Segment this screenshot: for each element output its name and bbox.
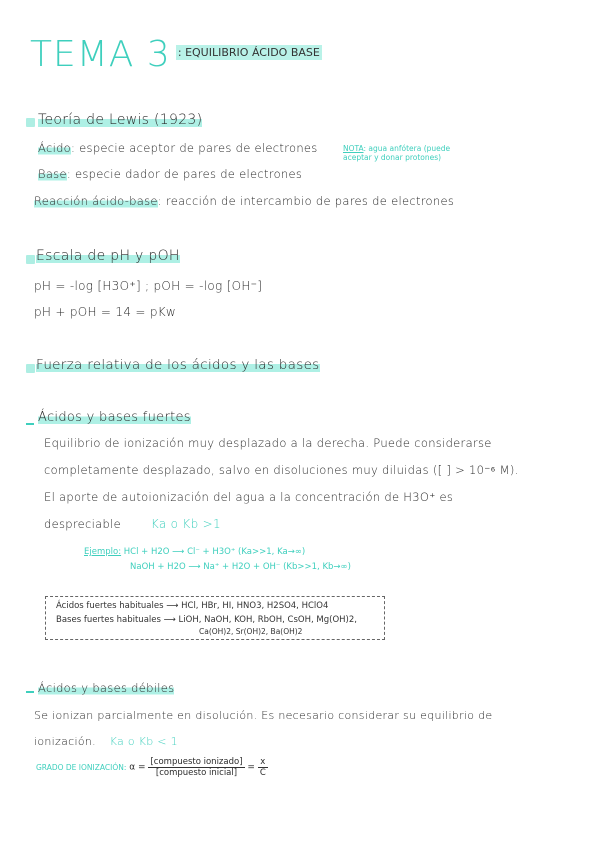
bullet-lewis — [26, 118, 35, 127]
example-label: Ejemplo: — [84, 547, 122, 557]
scale-formula1: pH = -log [H3O⁺] ; pOH = -log [OH⁻] — [34, 279, 263, 293]
box-acids-line — [56, 601, 328, 611]
note-line2: aceptar y donar protones) — [343, 153, 442, 162]
bullet-strength — [26, 364, 35, 373]
example1: HCl + H2O ⟶ Cl⁻ + H3O⁺ (Ka>>1, Ka→∞) — [123, 547, 306, 557]
base-text: : especie dador de pares de electrones — [66, 167, 303, 181]
lewis-acid-line — [38, 141, 318, 155]
acid-text: : especie aceptor de pares de electrones — [71, 141, 318, 155]
weak-k: Ka o Kb < 1 — [109, 735, 178, 748]
bullet-scale — [26, 255, 35, 264]
reaction-text: : reacción de intercambio de pares de electrones — [157, 194, 455, 208]
note — [343, 144, 450, 162]
fraction-1-num: [compuesto ionizado] — [150, 757, 243, 767]
box-bases: ⟶ LiOH, NaOH, KOH, RbOH, CsOH, Mg(OH)2, — [163, 615, 357, 625]
dash-marker-weak — [26, 691, 34, 693]
weak-ionizacion: ionización. — [34, 735, 96, 748]
box-acids: ⟶ HCl, HBr, HI, HNO3, H2SO4, HClO4 — [166, 601, 329, 611]
strong-k: Ka o Kb >1 — [150, 517, 221, 531]
alpha: α = — [129, 762, 146, 773]
weak-line1: Se ionizan parcialmente en disolución. Es necesario considerar su equilibrio de — [34, 709, 493, 722]
title-sub: : EQUILIBRIO ÁCIDO BASE — [177, 46, 320, 59]
note-label: NOTA — [343, 144, 364, 153]
base-label: Base — [38, 167, 67, 181]
fraction-2-num: x — [258, 757, 268, 768]
example2: NaOH + H2O ⟶ Na⁺ + H2O + OH⁻ (Kb>>1, Kb→∞) — [130, 562, 351, 572]
page-title — [30, 34, 322, 75]
heading-strength: Fuerza relativa de los ácidos y las bases — [36, 357, 320, 373]
strong-despreciable: despreciable — [44, 517, 121, 531]
acid-label: Ácido — [38, 141, 72, 155]
heading-strong: Ácidos y bases fuertes — [38, 410, 191, 425]
strong-line3: El aporte de autoionización del agua a la concentración de H3O⁺ es — [44, 490, 454, 504]
heading-lewis: Teoría de Lewis (1923) — [38, 112, 203, 128]
box-bases-line2: Ca(OH)2, Sr(OH)2, Ba(OH)2 — [199, 627, 303, 636]
grade-label: GRADO DE IONIZACIÓN: — [36, 763, 127, 772]
strong-line1: Equilibrio de ionización muy desplazado a la derecha. Puede considerarse — [44, 436, 492, 450]
fraction-1 — [148, 757, 244, 778]
reaction-label: Reacción ácido-base — [34, 194, 158, 208]
equals: = — [247, 762, 255, 773]
heading-weak: Ácidos y bases débiles — [38, 681, 175, 695]
box-bases-label: Bases fuertes habituales — [56, 615, 161, 625]
title-main: TEMA 3 — [30, 34, 171, 75]
strong-line4 — [44, 517, 221, 531]
box-bases-line — [56, 615, 357, 625]
ionization-degree — [36, 757, 268, 778]
fraction-2 — [258, 757, 268, 778]
note-line1: : agua anfótera (puede — [363, 144, 451, 153]
dash-marker-strong — [26, 423, 34, 425]
strong-line2: completamente desplazado, salvo en disoluciones muy diluidas ([ ] > 10⁻⁶ M). — [44, 463, 519, 477]
weak-line2 — [34, 735, 178, 748]
heading-scale: Escala de pH y pOH — [36, 248, 180, 264]
scale-formula2: pH + pOH = 14 = pKw — [34, 305, 177, 319]
example-block — [84, 545, 351, 575]
lewis-base-line — [38, 167, 302, 181]
fraction-1-den: [compuesto inicial] — [155, 768, 238, 778]
box-acids-label: Ácidos fuertes habituales — [56, 601, 164, 611]
lewis-reaction-line — [34, 194, 454, 208]
fraction-2-den: C — [259, 768, 266, 778]
